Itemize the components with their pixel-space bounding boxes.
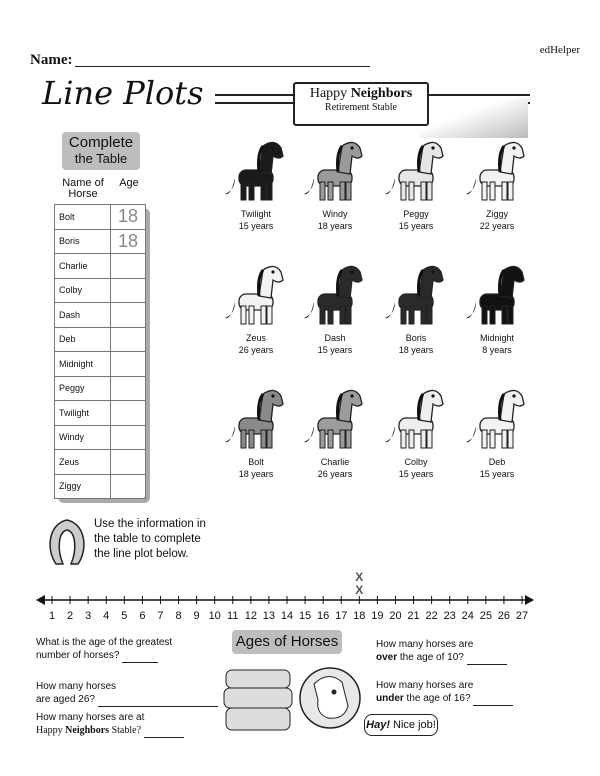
horse-icon (462, 134, 532, 206)
badge-line2: the Table (74, 151, 128, 166)
line-plot-x-mark: X (355, 570, 364, 584)
answer-2-field[interactable] (98, 693, 218, 707)
axis-tick-label: 8 (175, 610, 182, 622)
horse-name-cell: Midnight (55, 352, 111, 377)
horse-name: Ziggy (485, 209, 508, 219)
horse-name-cell: Windy (55, 425, 111, 450)
answer-5-field[interactable] (473, 692, 513, 706)
horse-icon (221, 258, 291, 330)
question-3-line1: How many horses are at (36, 712, 145, 723)
question-2-line1: How many horses (36, 681, 117, 692)
horse-age: 18 years (238, 469, 274, 479)
column-header-age: Age (119, 177, 139, 189)
horse-age: 8 years (482, 345, 512, 355)
horse-name: Deb (488, 457, 506, 467)
horse-age: 18 years (317, 221, 353, 231)
age-cell[interactable] (111, 401, 146, 426)
axis-tick-label: 10 (208, 610, 221, 622)
axis-tick-label: 11 (227, 610, 239, 622)
name-input-line[interactable] (75, 66, 370, 67)
question-4-line1: How many horses are (376, 639, 474, 650)
table-row (55, 327, 146, 352)
horse-card (377, 258, 455, 356)
axis-tick-label: 14 (280, 610, 294, 622)
horse-name: Dash (324, 333, 346, 343)
question-3-happy: Happy (36, 725, 66, 736)
table-row (55, 450, 146, 475)
horse-card (377, 134, 455, 232)
nice-job-text: Nice job! (389, 719, 436, 731)
answer-3-field[interactable] (144, 724, 184, 738)
age-cell[interactable]: 18 (111, 229, 146, 254)
question-5 (376, 679, 546, 706)
horse-card (296, 382, 374, 480)
axis-tick-label: 16 (317, 610, 330, 622)
sign-subtitle: Retirement Stable (325, 102, 397, 113)
horse-icon (462, 382, 532, 454)
axis-tick-label: 6 (139, 610, 146, 622)
horse-age: 26 years (317, 469, 353, 479)
question-4-line2: the age of 10? (397, 652, 464, 663)
hay-bale-icon (220, 664, 296, 734)
axis-tick-label: 20 (389, 610, 402, 622)
instruction-text: Use the information in the table to complete the line plot below. (94, 518, 206, 560)
ages-of-horses-title: Ages of Horses (232, 630, 342, 654)
horse-name: Peggy (403, 209, 429, 219)
question-4 (376, 638, 546, 665)
horse-card (458, 134, 536, 232)
axis-tick-label: 1 (48, 610, 56, 622)
question-3 (36, 711, 226, 738)
question-5-under: under (376, 693, 404, 704)
horse-age: 15 years (238, 221, 274, 231)
horse-card (217, 382, 295, 480)
age-cell[interactable] (111, 352, 146, 377)
axis-tick-label: 15 (298, 610, 312, 622)
horse-age: 15 years (317, 345, 353, 355)
horse-age: 18 years (398, 345, 434, 355)
table-row (55, 229, 146, 254)
table-row (55, 425, 146, 450)
table-row (55, 278, 146, 303)
axis-tick-label: 9 (193, 610, 200, 622)
age-cell[interactable] (111, 254, 146, 279)
horse-icon (462, 258, 532, 330)
axis-tick-label: 23 (443, 610, 456, 622)
question-5-line2: the age of 16? (403, 693, 471, 704)
question-3-neighbors: Neighbors (65, 725, 110, 736)
horse-name-cell: Bolt (55, 205, 111, 230)
axis-tick-label: 17 (335, 610, 348, 622)
axis-arrow-left (36, 595, 45, 605)
question-2 (36, 680, 226, 707)
page-title: Line Plots (42, 74, 204, 112)
axis-tick-label: 12 (244, 610, 257, 622)
table-row (55, 205, 146, 230)
table-row (55, 401, 146, 426)
horse-icon (300, 382, 370, 454)
horse-card (458, 258, 536, 356)
horse-card (377, 382, 455, 480)
axis-tick-label: 3 (85, 610, 92, 622)
age-cell[interactable] (111, 425, 146, 450)
axis-tick-label: 22 (425, 610, 438, 622)
horseshoe-icon (44, 514, 90, 570)
horse-face-icon (298, 660, 362, 736)
age-cell[interactable] (111, 327, 146, 352)
age-cell[interactable] (111, 278, 146, 303)
horse-card (458, 382, 536, 480)
axis-tick-label: 26 (497, 610, 511, 622)
horse-age: 15 years (398, 469, 434, 479)
axis-tick-label: 27 (515, 610, 529, 622)
axis-tick-label: 21 (407, 610, 420, 622)
horse-name: Zeus (245, 333, 266, 343)
question-1 (36, 636, 208, 663)
horse-icon (221, 134, 291, 206)
age-cell[interactable] (111, 303, 146, 328)
horse-name-cell: Charlie (55, 254, 111, 279)
horse-name: Twilight (240, 209, 271, 219)
stable-roof-decoration (418, 98, 528, 138)
axis-tick-label: 7 (157, 610, 164, 622)
question-5-line1: How many horses are (376, 680, 474, 691)
horse-name-cell: Ziggy (55, 474, 111, 499)
line-plot-x-mark: X (355, 583, 364, 597)
answer-1-field[interactable] (122, 649, 158, 663)
question-4-over: over (376, 652, 398, 663)
horse-name-cell: Peggy (55, 376, 111, 401)
question-2-line2: are aged 26? (36, 694, 95, 705)
axis-arrow-right (525, 595, 534, 605)
table-row (55, 352, 146, 377)
axis-tick-label: 24 (461, 610, 474, 622)
horse-age: 22 years (479, 221, 515, 231)
table-row (55, 254, 146, 279)
horse-icon (300, 258, 370, 330)
horse-card (296, 258, 374, 356)
answer-4-field[interactable] (467, 651, 507, 665)
horse-name: Boris (405, 333, 427, 343)
horse-name: Charlie (320, 457, 350, 467)
axis-tick-label: 2 (67, 610, 74, 622)
stable-sign (293, 82, 429, 126)
horse-name-cell: Deb (55, 327, 111, 352)
nice-job-badge (364, 714, 438, 736)
brand-label: edHelper (539, 44, 580, 56)
horse-age: 15 years (398, 221, 434, 231)
horse-age-table (54, 204, 146, 499)
complete-table-badge (62, 132, 140, 170)
name-label: Name: (30, 52, 73, 68)
axis-tick-label: 5 (121, 610, 128, 622)
age-cell[interactable] (111, 376, 146, 401)
horse-name: Windy (322, 209, 348, 219)
sign-text: Happy (309, 86, 351, 101)
horse-card (217, 258, 295, 356)
horse-icon (381, 134, 451, 206)
axis-tick-label: 25 (479, 610, 492, 622)
horse-age: 26 years (238, 345, 274, 355)
horse-name-cell: Twilight (55, 401, 111, 426)
axis-tick-label: 13 (262, 610, 276, 622)
horse-icon (300, 134, 370, 206)
axis-tick-label: 4 (103, 610, 110, 622)
column-header-name: Name of Horse (62, 177, 104, 200)
horse-name: Midnight (479, 333, 515, 343)
horse-name: Bolt (248, 457, 264, 467)
table-row (55, 303, 146, 328)
sign-text-bold: Neighbors (350, 86, 413, 101)
horse-card (217, 134, 295, 232)
horse-icon (381, 382, 451, 454)
horse-icon (221, 382, 291, 454)
question-3-stable: Stable? (109, 725, 142, 736)
horse-name-cell: Boris (55, 229, 111, 254)
age-cell[interactable] (111, 450, 146, 475)
axis-tick-label: 19 (371, 610, 384, 622)
age-cell[interactable]: 18 (111, 205, 146, 230)
horse-name: Colby (404, 457, 428, 467)
question-1-text: What is the age of the greatest number of horses? (36, 637, 173, 661)
horse-name-cell: Colby (55, 278, 111, 303)
horse-card (296, 134, 374, 232)
horse-name-cell: Zeus (55, 450, 111, 475)
horse-age: 15 years (479, 469, 515, 479)
nice-job-hay: Hay! (366, 719, 390, 731)
age-cell[interactable] (111, 474, 146, 499)
table-row (55, 474, 146, 499)
badge-line1: Complete (68, 134, 134, 151)
horse-name-cell: Dash (55, 303, 111, 328)
table-row (55, 376, 146, 401)
horse-icon (381, 258, 451, 330)
axis-tick-label: 18 (353, 610, 366, 622)
